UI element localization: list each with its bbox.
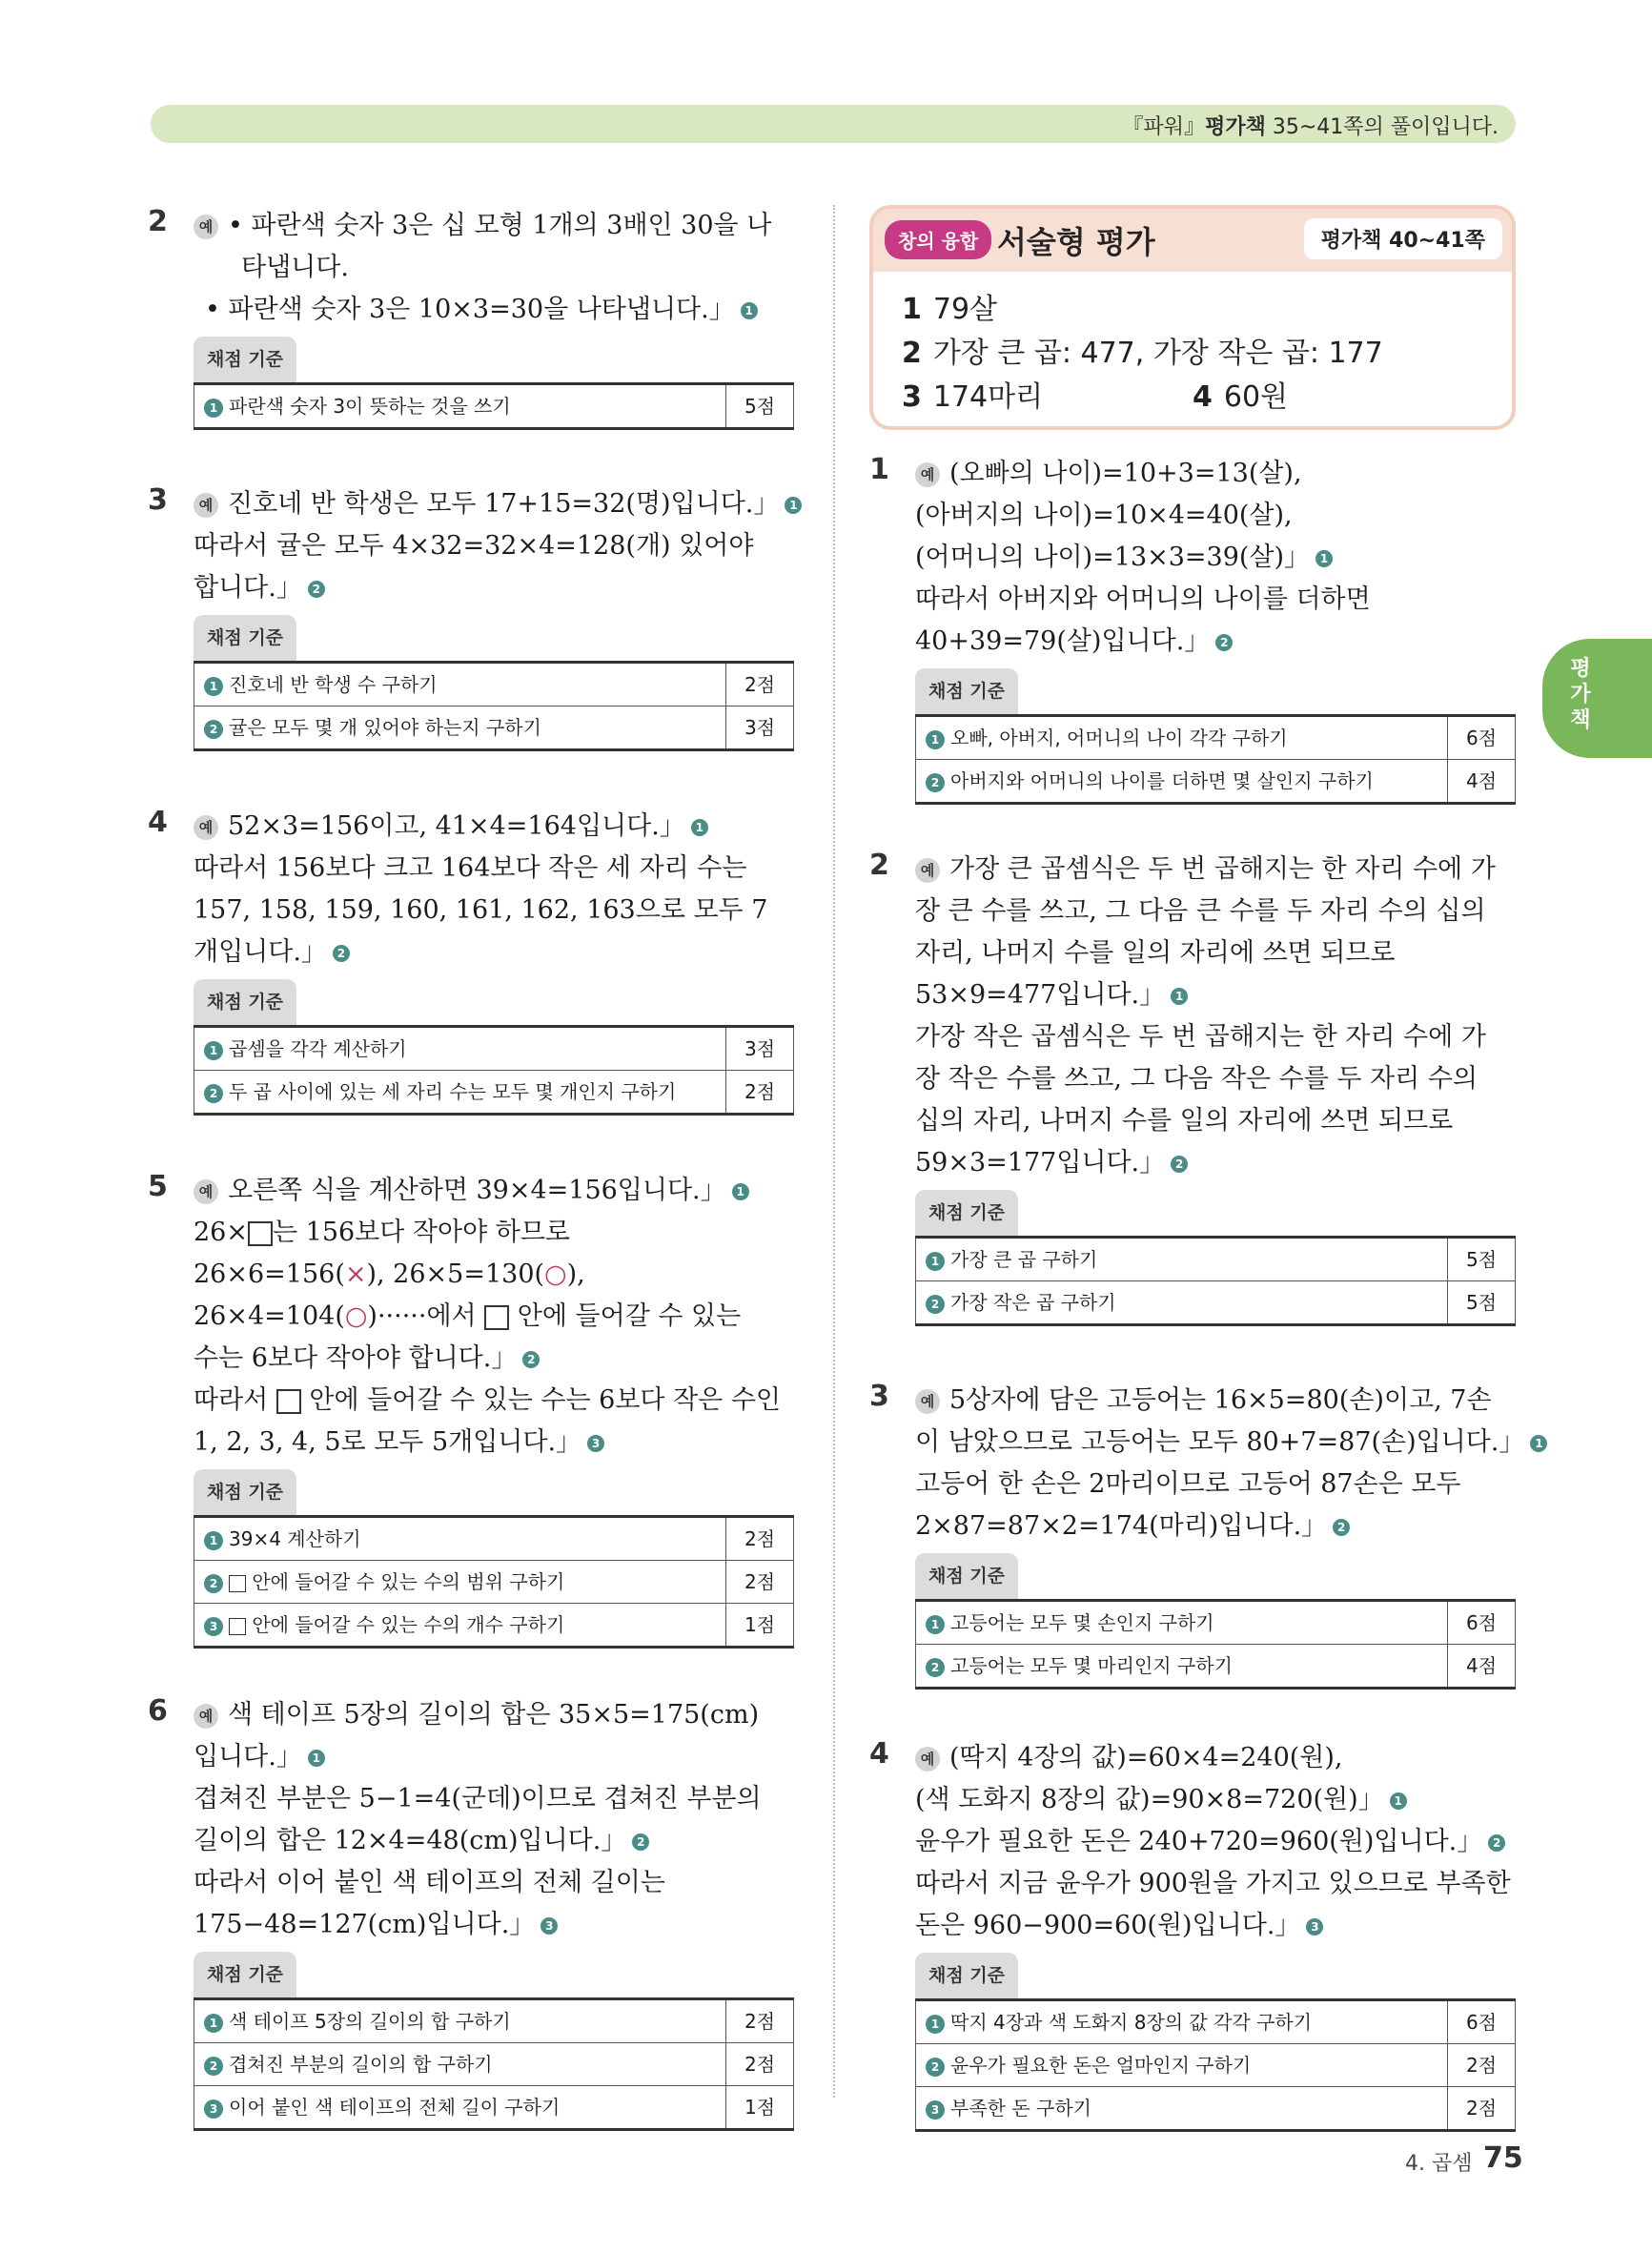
criteria-row (194, 663, 794, 707)
criteria-row (916, 716, 1516, 760)
line: 2×87=87×2=174(마리)입니다.」 (915, 1511, 1328, 1541)
problem-body: 예 오른쪽 식을 계산하면 39×4=156입니다.」 1 26× 는 156보다 작아야 하므로 26×6=156(×), 26×5=130(○), 26×4=104(○)······에서 안에 들어갈 수 있는 수는 6보다 작아야 합니다.」 2 따라서 안에 들어갈 수 있는 수는 6보다 작은 수인 1, 2, 3, 4, 5로 모두 5개입니다.」 3 채점 기준 1 39×4 계산하기 2점 2 안에 들어갈 수 있는 수의 범위 구하기 2점 3 안에 들어갈 수 있는 수의 개수 구하기 1점 (194, 1170, 796, 1649)
summary-box (869, 205, 1516, 430)
example-badge: 예 (194, 215, 218, 239)
step-mark: 2 (1488, 1834, 1505, 1852)
criteria-table (915, 1236, 1516, 1326)
criteria-number: 1 (204, 677, 223, 696)
example-badge: 예 (194, 815, 218, 840)
example-badge: 예 (194, 493, 218, 518)
problem-number: 4 (148, 806, 168, 839)
criteria-text: 2 귤은 모두 몇 개 있어야 하는지 구하기 (194, 707, 726, 750)
side-tab (1542, 639, 1652, 758)
criteria-text: 2 안에 들어갈 수 있는 수의 범위 구하기 (194, 1561, 726, 1604)
problem-body (194, 205, 796, 430)
criteria-table (194, 1997, 794, 2131)
page-number: 75 (1483, 2141, 1523, 2175)
line: 길이의 합은 12×4=48(cm)입니다.」 (194, 1826, 627, 1855)
blank-box-icon (276, 1389, 301, 1414)
summary-reference: 평가책 40~41쪽 (1304, 218, 1502, 259)
criteria-table (194, 661, 794, 751)
line: 오른쪽 식을 계산하면 39×4=156입니다.」 (228, 1176, 726, 1205)
criteria-row (194, 2043, 794, 2086)
problem-number: 1 (869, 453, 889, 486)
criteria-number: 3 (926, 2100, 945, 2120)
line: 40+39=79(살)입니다.」 (915, 626, 1211, 656)
header-bold: 평가책 (1205, 115, 1266, 139)
line: 따라서 귤은 모두 4×32=32×4=128(개) 있어야 (194, 531, 754, 561)
line: 진호네 반 학생은 모두 17+15=32(명)입니다.」 (228, 489, 780, 519)
criteria-row (916, 1281, 1516, 1325)
step-mark: 2 (308, 581, 325, 598)
criteria-row (194, 384, 794, 429)
criteria-score: 2점 (726, 1517, 794, 1561)
answer-2: 2 가장 큰 곱: 477, 가장 작은 곱: 177 (902, 337, 1383, 370)
line: 따라서 아버지와 어머니의 나이를 더하면 (915, 584, 1371, 614)
criteria-score: 4점 (1448, 1645, 1516, 1689)
example-badge: 예 (915, 462, 940, 487)
step-mark: 1 (732, 1183, 749, 1200)
criteria-text: 2 겹쳐진 부분의 길이의 합 구하기 (194, 2043, 726, 2086)
criteria-score: 6점 (1448, 2000, 1516, 2044)
problem-body (194, 806, 796, 1116)
step-mark: 2 (632, 1833, 649, 1851)
line: 59×3=177입니다.」 (915, 1148, 1166, 1178)
criteria-score: 1점 (726, 1604, 794, 1648)
line: 고등어 한 손은 2마리이므로 고등어 87손은 모두 (915, 1469, 1461, 1499)
line: 이 남았으므로 고등어는 모두 80+7=87(손)입니다.」 (915, 1427, 1525, 1457)
blank-box-icon (229, 1618, 246, 1635)
criteria-number: 1 (926, 1615, 945, 1634)
blank-box-icon (229, 1575, 246, 1592)
line: 개입니다.」 (194, 937, 327, 967)
criteria-text: 2 가장 작은 곱 구하기 (916, 1281, 1448, 1325)
line: 돈은 960−900=60(원)입니다.」 (915, 1911, 1301, 1940)
criteria-text: 2 아버지와 어머니의 나이를 더하면 몇 살인지 구하기 (916, 760, 1448, 804)
criteria-score: 6점 (1448, 1601, 1516, 1645)
criteria-text: 1 딱지 4장과 색 도화지 8장의 값 각각 구하기 (916, 2000, 1448, 2044)
line: (색 도화지 8장의 값)=90×8=720(원)」 (915, 1785, 1384, 1814)
criteria-number: 2 (926, 773, 945, 792)
problem-number: 3 (148, 483, 168, 517)
criteria-table (194, 1515, 794, 1649)
column-divider (833, 205, 835, 2098)
criteria-text: 1 가장 큰 곱 구하기 (916, 1238, 1448, 1281)
criteria-text: 1 고등어는 모두 몇 손인지 구하기 (916, 1601, 1448, 1645)
step-mark: 1 (1171, 988, 1188, 1005)
step-mark: 1 (1315, 550, 1333, 567)
criteria-row (916, 1238, 1516, 1281)
example-badge: 예 (194, 1704, 218, 1729)
criteria-tag: 채점 기준 (194, 615, 296, 661)
step-mark: 1 (308, 1750, 325, 1767)
blank-box-icon (248, 1221, 273, 1246)
summary-title: 서술형 평가 (997, 224, 1155, 260)
criteria-number: 1 (204, 1041, 223, 1060)
criteria-score: 5점 (1448, 1238, 1516, 1281)
answer-3: 3 174마리 (902, 380, 1044, 414)
criteria-score: 2점 (1448, 2087, 1516, 2131)
criteria-number: 1 (204, 399, 223, 418)
step-mark: 1 (741, 302, 758, 319)
step-mark: 2 (1215, 634, 1233, 651)
criteria-text: 3 부족한 돈 구하기 (916, 2087, 1448, 2131)
line: 따라서 156보다 크고 164보다 작은 세 자리 수는 (194, 853, 747, 883)
line: 입니다.」 (194, 1742, 302, 1772)
step-mark: 3 (587, 1435, 604, 1452)
criteria-score: 4점 (1448, 760, 1516, 804)
line: 십의 자리, 나머지 수를 일의 자리에 쓰면 되므로 (915, 1106, 1454, 1136)
footer-chapter: 4. 곱셈 (1405, 2152, 1473, 2176)
criteria-text: 1 곱셈을 각각 계산하기 (194, 1027, 726, 1071)
criteria-number: 1 (926, 1252, 945, 1271)
example-badge: 예 (915, 1747, 940, 1772)
criteria-number: 3 (204, 2099, 223, 2119)
line: 157, 158, 159, 160, 161, 162, 163으로 모두 7 (194, 895, 768, 925)
step-mark: 1 (1390, 1792, 1407, 1810)
criteria-score: 3점 (726, 707, 794, 750)
criteria-tag: 채점 기준 (194, 1952, 296, 1997)
criteria-score: 2점 (726, 1561, 794, 1604)
line: 175−48=127(cm)입니다.」 (194, 1910, 536, 1939)
step-mark: 2 (1333, 1519, 1350, 1536)
problem-body (915, 1380, 1543, 1690)
example-badge: 예 (194, 1179, 218, 1204)
line: 색 테이프 5장의 길이의 합은 35×5=175(cm) (228, 1700, 760, 1730)
line: 타냅니다. (241, 253, 349, 282)
problem-body (194, 1694, 796, 2131)
line: • 파란색 숫자 3은 십 모형 1개의 3배인 30을 나 (228, 211, 772, 240)
criteria-row (916, 2000, 1516, 2044)
criteria-tag: 채점 기준 (194, 979, 296, 1025)
criteria-text: 1 파란색 숫자 3이 뜻하는 것을 쓰기 (194, 384, 726, 429)
criteria-number: 3 (204, 1617, 223, 1636)
criteria-score: 5점 (726, 384, 794, 429)
step-mark: 2 (1171, 1156, 1188, 1173)
criteria-row (194, 1561, 794, 1604)
summary-header (873, 209, 1512, 272)
criteria-number: 2 (926, 1295, 945, 1314)
line: 가장 작은 곱셈식은 두 번 곱해지는 한 자리 수에 가 (915, 1022, 1486, 1052)
line: 윤우가 필요한 돈은 240+720=960(원)입니다.」 (915, 1827, 1483, 1856)
line: 자리, 나머지 수를 일의 자리에 쓰면 되므로 (915, 938, 1396, 968)
criteria-row (194, 2086, 794, 2130)
criteria-score: 6점 (1448, 716, 1516, 760)
header-bar (151, 105, 1516, 143)
criteria-tag: 채점 기준 (194, 1469, 296, 1515)
criteria-number: 2 (926, 2058, 945, 2077)
criteria-number: 2 (204, 1084, 223, 1103)
criteria-score: 2점 (726, 1999, 794, 2043)
criteria-tag: 채점 기준 (915, 1190, 1018, 1236)
criteria-text: 2 고등어는 모두 몇 마리인지 구하기 (916, 1645, 1448, 1689)
criteria-row (194, 1604, 794, 1648)
criteria-table (915, 714, 1516, 805)
line: (어머니의 나이)=13×3=39(살)」 (915, 543, 1311, 572)
answer-4: 4 60원 (1193, 380, 1289, 414)
criteria-score: 3점 (726, 1027, 794, 1071)
side-tab-label: 평가책 (1570, 657, 1591, 732)
criteria-text: 1 진호네 반 학생 수 구하기 (194, 663, 726, 707)
criteria-table (915, 1599, 1516, 1690)
criteria-text: 1 오빠, 아버지, 어머니의 나이 각각 구하기 (916, 716, 1448, 760)
criteria-row (916, 1601, 1516, 1645)
problem-number: 3 (869, 1380, 889, 1413)
criteria-text: 1 색 테이프 5장의 길이의 합 구하기 (194, 1999, 726, 2043)
example-badge: 예 (915, 1389, 940, 1414)
criteria-number: 1 (926, 730, 945, 749)
criteria-number: 2 (204, 720, 223, 739)
criteria-number: 1 (204, 2014, 223, 2033)
blank-box-icon (484, 1305, 509, 1330)
criteria-row (916, 760, 1516, 804)
step-mark: 2 (333, 945, 350, 962)
criteria-score: 2점 (726, 663, 794, 707)
problem-number: 4 (869, 1737, 889, 1771)
criteria-row (916, 2044, 1516, 2087)
line: 52×3=156이고, 41×4=164입니다.」 (228, 811, 685, 841)
line: 장 큰 수를 쓰고, 그 다음 큰 수를 두 자리 수의 십의 (915, 896, 1486, 926)
criteria-text: 2 두 곱 사이에 있는 세 자리 수는 모두 몇 개인지 구하기 (194, 1071, 726, 1115)
criteria-tag: 채점 기준 (915, 1953, 1018, 1998)
criteria-tag: 채점 기준 (915, 1553, 1018, 1599)
problem-body (194, 483, 796, 751)
problem-number: 2 (148, 205, 168, 238)
step-mark: 1 (785, 497, 802, 514)
criteria-score: 5점 (1448, 1281, 1516, 1325)
step-mark: 1 (691, 819, 708, 836)
criteria-number: 1 (926, 2015, 945, 2034)
criteria-number: 1 (204, 1531, 223, 1550)
criteria-row (194, 1071, 794, 1115)
criteria-row (916, 1645, 1516, 1689)
criteria-score: 1점 (726, 2086, 794, 2130)
criteria-tag: 채점 기준 (194, 337, 296, 382)
line: (오빠의 나이)=10+3=13(살), (949, 459, 1302, 488)
criteria-number: 2 (204, 1574, 223, 1593)
line: 53×9=477입니다.」 (915, 980, 1166, 1010)
line: 겹쳐진 부분은 5−1=4(군데)이므로 겹쳐진 부분의 (194, 1784, 762, 1813)
line: 따라서 이어 붙인 색 테이프의 전체 길이는 (194, 1868, 665, 1897)
criteria-row (916, 2087, 1516, 2131)
criteria-row (194, 1999, 794, 2043)
problem-body (915, 453, 1518, 805)
problem-number: 2 (869, 849, 889, 882)
criteria-table (194, 1025, 794, 1116)
example-badge: 예 (915, 858, 940, 883)
line: (아버지의 나이)=10×4=40(살), (915, 501, 1293, 530)
criteria-score: 2점 (1448, 2044, 1516, 2087)
step-mark: 2 (522, 1351, 540, 1368)
criteria-tag: 채점 기준 (915, 668, 1018, 714)
header-text (1123, 111, 1499, 140)
step-mark: 3 (1306, 1918, 1323, 1936)
line: 5상자에 담은 고등어는 16×5=80(손)이고, 7손 (949, 1385, 1492, 1415)
criteria-text: 2 윤우가 필요한 돈은 얼마인지 구하기 (916, 2044, 1448, 2087)
step-mark: 1 (1530, 1435, 1547, 1452)
problem-number: 5 (148, 1170, 168, 1203)
line: 따라서 지금 윤우가 900원을 가지고 있으므로 부족한 (915, 1869, 1511, 1898)
criteria-score: 2점 (726, 2043, 794, 2086)
criteria-text: 3 안에 들어갈 수 있는 수의 개수 구하기 (194, 1604, 726, 1648)
header-rest: 35~41쪽의 풀이입니다. (1265, 115, 1499, 139)
criteria-table (915, 1998, 1516, 2132)
line: 장 작은 수를 쓰고, 그 다음 작은 수를 두 자리 수의 (915, 1064, 1478, 1094)
line: 합니다.」 (194, 573, 302, 603)
problem-number: 6 (148, 1694, 168, 1728)
line: 가장 큰 곱셈식은 두 번 곱해지는 한 자리 수에 가 (949, 854, 1496, 884)
criteria-row (194, 1517, 794, 1561)
criteria-row (194, 1027, 794, 1071)
problem-body (915, 849, 1518, 1326)
answer-1: 1 79살 (902, 293, 998, 326)
criteria-row (194, 707, 794, 750)
line: (딱지 4장의 값)=60×4=240(원), (949, 1743, 1343, 1772)
criteria-table (194, 382, 794, 430)
criteria-number: 2 (204, 2057, 223, 2076)
header-book: 『파워』 (1122, 115, 1206, 139)
problem-body (915, 1737, 1518, 2132)
criteria-text: 1 39×4 계산하기 (194, 1517, 726, 1561)
criteria-score: 2점 (726, 1071, 794, 1115)
summary-badge: 창의 융합 (885, 220, 991, 259)
criteria-text: 3 이어 붙인 색 테이프의 전체 길이 구하기 (194, 2086, 726, 2130)
criteria-number: 2 (926, 1658, 945, 1677)
line: • 파란색 숫자 3은 10×3=30을 나타냅니다.」 (205, 295, 735, 324)
step-mark: 3 (540, 1917, 558, 1935)
